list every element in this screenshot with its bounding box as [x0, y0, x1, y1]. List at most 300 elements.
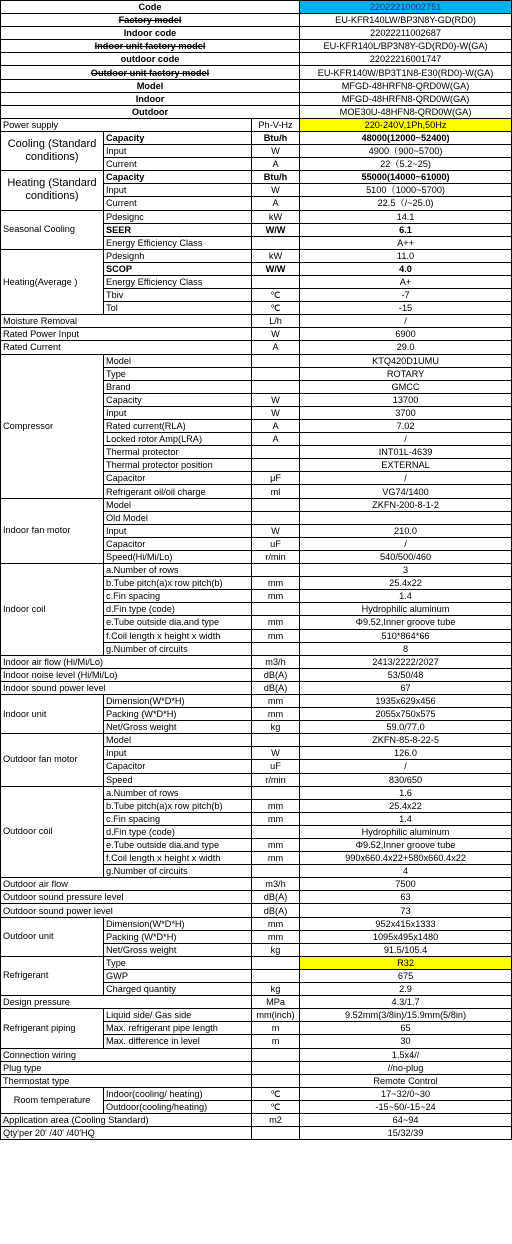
compressor-group-label: Compressor: [1, 354, 104, 498]
row-unit: uF: [252, 537, 300, 550]
refrigerant-piping-group-label: Refrigerant piping: [1, 1009, 104, 1048]
row-item: f.Coil length x height x width: [104, 852, 252, 865]
single-value: 64~94: [300, 1113, 512, 1126]
row-unit: kW: [252, 210, 300, 223]
row-unit: A: [252, 197, 300, 210]
model-label: Indoor: [1, 92, 300, 105]
row-unit: W/W: [252, 262, 300, 275]
row-item: Model: [104, 734, 252, 747]
row-value: 9.52mm(3/8in)/15.9mm(5/8in): [300, 1009, 512, 1022]
single-row: [1, 668, 512, 681]
row-value: 22（5.2~25): [300, 158, 512, 171]
row-unit: [252, 275, 300, 288]
single-label: Outdoor sound pressure level: [1, 891, 252, 904]
row-unit: kg: [252, 943, 300, 956]
row-value: 11.0: [300, 249, 512, 262]
row-value: Φ9.52,Inner groove tube: [300, 616, 512, 629]
power-supply-unit: Ph-V-Hz: [252, 118, 300, 131]
row-value: 1.6: [300, 786, 512, 799]
row-item: Current: [104, 197, 252, 210]
row-value: A++: [300, 236, 512, 249]
row-item: Input: [104, 747, 252, 760]
single-value: /: [300, 315, 512, 328]
row-value: Φ9.52,Inner groove tube: [300, 839, 512, 852]
row-value: ZKFN-85-8-22-5: [300, 734, 512, 747]
row-value: KTQ420D1UMU: [300, 354, 512, 367]
model-row: [1, 40, 512, 53]
code-value: 22022210002751: [300, 1, 512, 14]
row-unit: uF: [252, 760, 300, 773]
single-row: [1, 1048, 512, 1061]
model-row: [1, 14, 512, 27]
model-row: [1, 105, 512, 118]
row-value: ROTARY: [300, 367, 512, 380]
power-supply-row: [1, 118, 512, 131]
row-item: Type: [104, 367, 252, 380]
row-unit: [252, 498, 300, 511]
row-value: [300, 511, 512, 524]
row-value: 510*864*66: [300, 629, 512, 642]
refrigerant-group-label: Refrigerant: [1, 956, 104, 995]
row-value: 1095x495x1480: [300, 930, 512, 943]
row-item: Input: [104, 524, 252, 537]
row-unit: ℃: [252, 302, 300, 315]
row-unit: mm: [252, 812, 300, 825]
row-item: Speed: [104, 773, 252, 786]
single-value: 2413/2222/2027: [300, 655, 512, 668]
single-unit: m3/h: [252, 878, 300, 891]
single-label: Indoor noise level (Hi/Mi/Lo): [1, 668, 252, 681]
row-unit: W: [252, 393, 300, 406]
row-item: Charged quantity: [104, 983, 252, 996]
row-unit: ℃: [252, 1087, 300, 1100]
row-value: 30: [300, 1035, 512, 1048]
compressor-row: [1, 354, 512, 367]
row-item: Model: [104, 354, 252, 367]
single-unit: L/h: [252, 315, 300, 328]
row-value: /: [300, 472, 512, 485]
model-value: MFGD-48HRFN8-QRD0W(GA): [300, 79, 512, 92]
row-item: Net/Gross weight: [104, 943, 252, 956]
outdoor-fan-motor-row: [1, 734, 512, 747]
single-label: Outdoor sound power level: [1, 904, 252, 917]
model-row: [1, 27, 512, 40]
row-value: /: [300, 760, 512, 773]
single-row: [1, 904, 512, 917]
single-unit: W: [252, 328, 300, 341]
row-value: 990x660.4x22+580x660.4x22: [300, 852, 512, 865]
single-label: Plug type: [1, 1061, 252, 1074]
single-label: Rated Power Input: [1, 328, 252, 341]
row-unit: [252, 734, 300, 747]
row-item: Liquid side/ Gas side: [104, 1009, 252, 1022]
row-value: 8: [300, 642, 512, 655]
row-value: INT01L-4639: [300, 446, 512, 459]
row-unit: [252, 956, 300, 969]
row-unit: r/min: [252, 550, 300, 563]
row-value: ZKFN-200-8-1-2: [300, 498, 512, 511]
row-value: Hydrophilic aluminum: [300, 825, 512, 838]
single-value: 53/50/48: [300, 668, 512, 681]
row-item: Dimension(W*D*H): [104, 917, 252, 930]
row-item: SEER: [104, 223, 252, 236]
row-value: 5100（1000~5700): [300, 184, 512, 197]
single-label: Rated Current: [1, 341, 252, 354]
outdoor-coil-row: [1, 786, 512, 799]
row-item: Brand: [104, 380, 252, 393]
code-label: Code: [1, 1, 300, 14]
row-value: A+: [300, 275, 512, 288]
single-row: [1, 1061, 512, 1074]
model-row: [1, 92, 512, 105]
row-item: Old Model: [104, 511, 252, 524]
row-item: GWP: [104, 969, 252, 982]
row-unit: W: [252, 406, 300, 419]
model-label: Indoor unit factory model: [1, 40, 300, 53]
row-unit: [252, 446, 300, 459]
row-item: Refrigerant oil/oil charge: [104, 485, 252, 498]
row-value: 48000(12000~52400): [300, 131, 512, 144]
row-item: Packing (W*D*H): [104, 930, 252, 943]
row-value: 675: [300, 969, 512, 982]
model-label: Model: [1, 79, 300, 92]
row-item: Thermal protector position: [104, 459, 252, 472]
row-value: 65: [300, 1022, 512, 1035]
row-item: g.Number of circuits: [104, 865, 252, 878]
row-item: Speed(Hi/Mi/Lo): [104, 550, 252, 563]
room-temperature-group-label: Room temperature: [1, 1087, 104, 1113]
row-value: /: [300, 537, 512, 550]
row-unit: μF: [252, 472, 300, 485]
row-item: b.Tube pitch(a)x row pitch(b): [104, 799, 252, 812]
row-item: Pdesignc: [104, 210, 252, 223]
row-unit: A: [252, 158, 300, 171]
row-value: 540/500/460: [300, 550, 512, 563]
row-value: 25.4x22: [300, 577, 512, 590]
single-row: [1, 655, 512, 668]
row-unit: mm: [252, 577, 300, 590]
row-unit: [252, 825, 300, 838]
model-row: [1, 79, 512, 92]
row-unit: r/min: [252, 773, 300, 786]
model-value: EU-KFR140W/BP3T1N8-E30(RD0)-W(GA): [300, 66, 512, 79]
row-unit: Btu/h: [252, 171, 300, 184]
row-item: Capacitor: [104, 537, 252, 550]
row-item: Type: [104, 956, 252, 969]
row-unit: W/W: [252, 223, 300, 236]
row-value: R32: [300, 956, 512, 969]
row-unit: kW: [252, 249, 300, 262]
row-item: c.Fin spacing: [104, 590, 252, 603]
row-value: 25.4x22: [300, 799, 512, 812]
row-unit: [252, 603, 300, 616]
model-value: EU-KFR140LW/BP3N8Y-GD(RD0): [300, 14, 512, 27]
heating-standard-conditions-group-label: Heating (Standard conditions): [1, 171, 104, 210]
row-unit: W: [252, 184, 300, 197]
row-value: -7: [300, 289, 512, 302]
power-supply-value: 220-240V,1Ph,50Hz: [300, 118, 512, 131]
row-unit: [252, 511, 300, 524]
outdoor-unit-group-label: Outdoor unit: [1, 917, 104, 956]
outdoor-coil-group-label: Outdoor coil: [1, 786, 104, 878]
single-unit: dB(A): [252, 904, 300, 917]
seasonal-cooling-group-label: Seasonal Cooling: [1, 210, 104, 249]
single-unit: dB(A): [252, 891, 300, 904]
row-unit: mm(inch): [252, 1009, 300, 1022]
row-unit: mm: [252, 799, 300, 812]
single-label: Outdoor air flow: [1, 878, 252, 891]
row-unit: [252, 459, 300, 472]
row-item: Input: [104, 406, 252, 419]
model-label: Outdoor: [1, 105, 300, 118]
indoor-unit-group-label: Indoor unit: [1, 694, 104, 733]
model-label: Outdoor unit factory model: [1, 66, 300, 79]
row-unit: A: [252, 420, 300, 433]
row-unit: [252, 969, 300, 982]
row-unit: kg: [252, 721, 300, 734]
cooling-standard-conditions-row: [1, 131, 512, 144]
single-unit: A: [252, 341, 300, 354]
single-value: 6900: [300, 328, 512, 341]
row-unit: mm: [252, 694, 300, 707]
outdoor-unit-row: [1, 917, 512, 930]
row-value: GMCC: [300, 380, 512, 393]
row-item: f.Coil length x height x width: [104, 629, 252, 642]
row-item: a.Number of rows: [104, 786, 252, 799]
row-value: 1935x629x456: [300, 694, 512, 707]
row-item: Indoor(cooling/ heating): [104, 1087, 252, 1100]
row-value: 2055x750x575: [300, 708, 512, 721]
row-unit: Btu/h: [252, 131, 300, 144]
model-label: outdoor code: [1, 53, 300, 66]
row-item: Dimension(W*D*H): [104, 694, 252, 707]
row-item: d.Fin type (code): [104, 825, 252, 838]
row-value: EXTERNAL: [300, 459, 512, 472]
row-value: /: [300, 433, 512, 446]
row-item: Capacity: [104, 393, 252, 406]
row-value: 952x415x1333: [300, 917, 512, 930]
row-unit: [252, 564, 300, 577]
indoor-coil-group-label: Indoor coil: [1, 564, 104, 656]
row-value: 22.5（/~25.0): [300, 197, 512, 210]
single-unit: [252, 1061, 300, 1074]
row-unit: mm: [252, 590, 300, 603]
model-value: MFGD-48HRFN8-QRD0W(GA): [300, 92, 512, 105]
single-value: 63: [300, 891, 512, 904]
single-unit: [252, 1074, 300, 1087]
spec-table-body: [1, 1, 512, 1140]
design-pressure-value: 4.3/1.7: [300, 996, 512, 1009]
row-unit: [252, 786, 300, 799]
single-row: [1, 878, 512, 891]
row-value: 17~32/0~30: [300, 1087, 512, 1100]
row-value: VG74/1400: [300, 485, 512, 498]
row-value: 59.0/77.0: [300, 721, 512, 734]
refrigerant-piping-row: [1, 1009, 512, 1022]
row-item: Tbiv: [104, 289, 252, 302]
row-unit: mm: [252, 930, 300, 943]
row-item: Energy Efficiency Class: [104, 275, 252, 288]
single-row: [1, 341, 512, 354]
single-row: [1, 1074, 512, 1087]
row-item: g.Number of circuits: [104, 642, 252, 655]
room-temperature-row: [1, 1087, 512, 1100]
row-value: 13700: [300, 393, 512, 406]
row-unit: [252, 865, 300, 878]
row-value: 3: [300, 564, 512, 577]
single-label: Thermostat type: [1, 1074, 252, 1087]
row-unit: ℃: [252, 1100, 300, 1113]
single-value: 7500: [300, 878, 512, 891]
heating-average-group-label: Heating(Average ): [1, 249, 104, 314]
outdoor-fan-motor-group-label: Outdoor fan motor: [1, 734, 104, 786]
row-item: Max. refrigerant pipe length: [104, 1022, 252, 1035]
model-value: 22022216001747: [300, 53, 512, 66]
row-item: Capacity: [104, 171, 252, 184]
row-item: SCOP: [104, 262, 252, 275]
row-item: Energy Efficiency Class: [104, 236, 252, 249]
row-value: 1.4: [300, 590, 512, 603]
row-unit: mm: [252, 616, 300, 629]
row-unit: kg: [252, 983, 300, 996]
single-value: //no-plug: [300, 1061, 512, 1074]
row-unit: [252, 642, 300, 655]
row-unit: W: [252, 747, 300, 760]
row-value: 3700: [300, 406, 512, 419]
power-supply-label: Power supply: [1, 118, 252, 131]
indoor-fan-motor-group-label: Indoor fan motor: [1, 498, 104, 563]
row-value: 91.5/105.4: [300, 943, 512, 956]
single-value: 73: [300, 904, 512, 917]
row-unit: W: [252, 524, 300, 537]
row-value: 4900（900~5700): [300, 145, 512, 158]
model-value: 22022211002687: [300, 27, 512, 40]
row-item: Net/Gross weight: [104, 721, 252, 734]
row-item: e.Tube outside dia.and type: [104, 839, 252, 852]
row-value: 1.4: [300, 812, 512, 825]
row-value: 55000(14000~61000): [300, 171, 512, 184]
single-label: Qty'per 20' /40' /40'HQ: [1, 1127, 252, 1140]
single-row: [1, 1127, 512, 1140]
row-item: Rated current(RLA): [104, 420, 252, 433]
row-value: 4.0: [300, 262, 512, 275]
row-item: c.Fin spacing: [104, 812, 252, 825]
row-item: Outdoor(cooling/heating): [104, 1100, 252, 1113]
single-unit: [252, 1048, 300, 1061]
row-unit: m: [252, 1035, 300, 1048]
design-pressure-unit: MPa: [252, 996, 300, 1009]
code-row: [1, 1, 512, 14]
design-pressure-label: Design pressure: [1, 996, 252, 1009]
row-item: Model: [104, 498, 252, 511]
row-value: 210.0: [300, 524, 512, 537]
model-value: EU-KFR140L/BP3N8Y-GD(RD0)-W(GA): [300, 40, 512, 53]
single-unit: [252, 1127, 300, 1140]
single-value: 15/32/39: [300, 1127, 512, 1140]
row-unit: [252, 367, 300, 380]
model-label: Factory model: [1, 14, 300, 27]
row-item: Current: [104, 158, 252, 171]
single-value: Remote Control: [300, 1074, 512, 1087]
heating-average-row: [1, 249, 512, 262]
model-label: Indoor code: [1, 27, 300, 40]
row-item: d.Fin type (code): [104, 603, 252, 616]
seasonal-cooling-row: [1, 210, 512, 223]
row-item: Locked rotor Amp(LRA): [104, 433, 252, 446]
single-row: [1, 1113, 512, 1126]
row-item: Input: [104, 184, 252, 197]
row-value: 2.9: [300, 983, 512, 996]
row-unit: [252, 236, 300, 249]
row-item: Packing (W*D*H): [104, 708, 252, 721]
model-row: [1, 66, 512, 79]
single-label: Indoor sound power level: [1, 681, 252, 694]
model-row: [1, 53, 512, 66]
model-value: MOE30U-48HFN8-QRD0W(GA): [300, 105, 512, 118]
row-item: Max. difference in level: [104, 1035, 252, 1048]
refrigerant-row: [1, 956, 512, 969]
row-unit: mm: [252, 917, 300, 930]
row-value: 14.1: [300, 210, 512, 223]
single-label: Moisture Removal: [1, 315, 252, 328]
single-row: [1, 328, 512, 341]
row-item: Capacity: [104, 131, 252, 144]
row-item: Capacitor: [104, 472, 252, 485]
row-value: 7.02: [300, 420, 512, 433]
row-unit: [252, 354, 300, 367]
row-unit: mm: [252, 708, 300, 721]
single-label: Indoor air flow (Hi/Mi/Lo): [1, 655, 252, 668]
row-item: b.Tube pitch(a)x row pitch(b): [104, 577, 252, 590]
single-label: Connection wiring: [1, 1048, 252, 1061]
indoor-unit-row: [1, 694, 512, 707]
row-unit: [252, 380, 300, 393]
single-unit: m2: [252, 1113, 300, 1126]
row-unit: ml: [252, 485, 300, 498]
row-value: 4: [300, 865, 512, 878]
heating-standard-conditions-row: [1, 171, 512, 184]
row-item: e.Tube outside dia.and type: [104, 616, 252, 629]
single-label: Application area (Cooling Standard): [1, 1113, 252, 1126]
row-item: Thermal protector: [104, 446, 252, 459]
row-value: 830/650: [300, 773, 512, 786]
row-item: a.Number of rows: [104, 564, 252, 577]
row-value: 6.1: [300, 223, 512, 236]
row-unit: mm: [252, 852, 300, 865]
row-unit: mm: [252, 629, 300, 642]
single-row: [1, 315, 512, 328]
row-unit: mm: [252, 839, 300, 852]
single-unit: m3/h: [252, 655, 300, 668]
design-pressure-row: [1, 996, 512, 1009]
row-item: Capacitor: [104, 760, 252, 773]
row-unit: ℃: [252, 289, 300, 302]
single-row: [1, 891, 512, 904]
indoor-fan-motor-row: [1, 498, 512, 511]
row-unit: A: [252, 433, 300, 446]
row-unit: m: [252, 1022, 300, 1035]
row-value: 126.0: [300, 747, 512, 760]
single-unit: dB(A): [252, 668, 300, 681]
single-value: 1.5x4//: [300, 1048, 512, 1061]
single-row: [1, 681, 512, 694]
indoor-coil-row: [1, 564, 512, 577]
row-item: Tol: [104, 302, 252, 315]
row-item: Input: [104, 145, 252, 158]
row-value: -15: [300, 302, 512, 315]
row-item: Pdesignh: [104, 249, 252, 262]
single-value: 29.0: [300, 341, 512, 354]
